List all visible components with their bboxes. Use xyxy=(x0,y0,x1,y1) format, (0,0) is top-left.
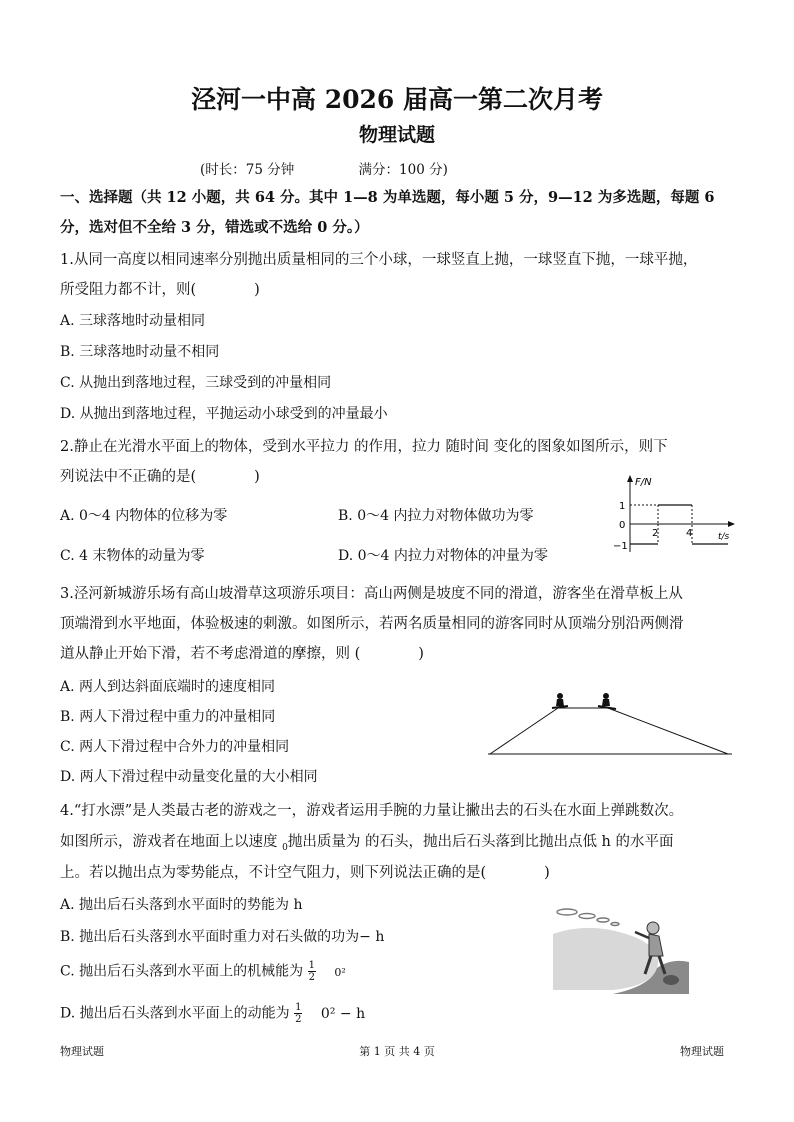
q4-option-a: A. 抛出后石头落到水平面时的势能为 h xyxy=(60,897,303,913)
graph-tick-x-2: 2 xyxy=(652,528,659,539)
q3-option-c: C. 两人下滑过程中合外力的冲量相同 xyxy=(60,739,290,755)
skier-left-icon xyxy=(552,693,568,708)
q3-hill-slide-diagram xyxy=(480,688,740,760)
q4-option-d-fraction xyxy=(294,1002,302,1025)
fraction-denominator: 2 xyxy=(308,972,315,983)
graph-tick-x-4: 4 xyxy=(686,528,693,539)
section-heading-line1: 一、选择题（共 12 小题，共 64 分。其中 1—8 为单选题，每小题 5 分，9—12 为多选题，每题 6 xyxy=(60,189,715,206)
q1-stem-line1: 1.从同一高度以相同速率分别抛出质量相同的三个小球，一球竖直上抛，一球竖直下抛，一球平抛， xyxy=(60,252,698,268)
q3-option-a: A. 两人到达斜面底端时的速度相同 xyxy=(60,679,276,695)
fraction-numerator: 1 xyxy=(295,1002,302,1013)
q4-option-d-tail: 0² − h xyxy=(320,1005,366,1022)
exam-meta xyxy=(200,158,508,178)
q4-stem-line1: 4.“打水漂”是人类最古老的游戏之一，游戏者运用手腕的力量让撇出去的石头在水面上弹跳数次。 xyxy=(60,803,684,819)
graph-y-label: F/N xyxy=(635,477,652,488)
q4-stem-line2-part2: 抛出质量为 的石头，抛出后石头落到比抛出点低 h 的水平面 xyxy=(287,834,674,850)
section-heading-line2: 分，选对但不全给 3 分，错选或不选给 0 分。） xyxy=(60,219,369,236)
right-slope xyxy=(608,708,728,754)
q4-option-b: B. 抛出后石头落到水平面时重力对石头做的功为− h xyxy=(60,929,385,945)
q4-stem-line2 xyxy=(60,830,674,853)
graph-x-arrow xyxy=(728,521,735,527)
skier-right-icon xyxy=(598,693,616,709)
exam-subtitle: 物理试题 xyxy=(358,124,435,146)
graph-y-arrow xyxy=(627,475,633,482)
graph-tick-y-neg: −1 xyxy=(613,541,628,552)
graph-x-label: t/s xyxy=(718,532,730,542)
q1-option-a: A. 三球落地时动量相同 xyxy=(60,313,206,329)
q4-option-c-tail: 0² xyxy=(334,965,346,979)
graph-tick-y-pos: 1 xyxy=(619,501,626,512)
q2-option-a: A. 0～4 内物体的位移为零 xyxy=(60,508,228,524)
exam-title: 泾河一中高 2026 届高一第二次月考 xyxy=(191,85,603,114)
q2-stem-line2: 列说法中不正确的是( ) xyxy=(60,469,260,485)
q2-option-c: C. 4 末物体的动量为零 xyxy=(60,548,205,564)
fraction-denominator: 2 xyxy=(295,1014,302,1025)
stone-pile-icon xyxy=(663,975,679,985)
q3-option-d: D. 两人下滑过程中动量变化量的大小相同 xyxy=(60,769,318,785)
fraction-numerator: 1 xyxy=(308,960,315,971)
q4-option-c-fraction xyxy=(308,960,316,983)
q4-v0-subscript: 0 xyxy=(282,842,288,853)
footer-right: 物理试题 xyxy=(680,1045,724,1058)
footer-page-number: 第 1 页 共 4 页 xyxy=(359,1045,435,1058)
q3-stem-line3: 道从静止开始下滑，若不考虑滑道的摩擦，则 ( ) xyxy=(60,646,424,662)
q4-option-c xyxy=(60,960,346,983)
q1-option-d: D. 从抛出到落地过程，平抛运动小球受到的冲量最小 xyxy=(60,406,388,422)
q2-stem-line1: 2.静止在光滑水平面上的物体，受到水平拉力 的作用，拉力 随时间 变化的图象如图所示，则下 xyxy=(60,439,668,455)
graph-tick-y-zero: 0 xyxy=(619,520,626,531)
q4-option-d xyxy=(60,1002,365,1025)
q3-option-b: B. 两人下滑过程中重力的冲量相同 xyxy=(60,709,276,725)
q4-option-c-text: C. 抛出后石头落到水平面上的机械能为 xyxy=(60,963,304,980)
q2-force-time-graph xyxy=(610,472,740,562)
exam-duration: (时长：75 分钟 xyxy=(200,162,295,178)
q1-stem-line2: 所受阻力都不计，则( ) xyxy=(60,282,260,298)
q4-stone-skipping-illustration xyxy=(553,898,689,994)
q3-stem-line1: 3.泾河新城游乐场有高山坡滑草这项游乐项目：高山两侧是坡度不同的滑道，游客坐在滑草板上从 xyxy=(60,586,683,602)
q3-stem-line2: 顶端滑到水平地面，体验极速的刺激。如图所示，若两名质量相同的游客同时从顶端分别沿两侧滑 xyxy=(60,616,684,632)
q4-stem-line3: 上。若以抛出点为零势能点，不计空气阻力，则下列说法正确的是( ) xyxy=(60,865,550,881)
q4-option-d-text: D. 抛出后石头落到水平面上的动能为 xyxy=(60,1005,290,1022)
exam-fullscore: 满分：100 分) xyxy=(358,162,448,178)
left-slope xyxy=(490,708,558,754)
footer-left: 物理试题 xyxy=(60,1045,104,1058)
q2-option-d: D. 0～4 内拉力对物体的冲量为零 xyxy=(338,548,548,564)
q1-option-b: B. 三球落地时动量不相同 xyxy=(60,344,220,360)
q4-stem-line2-part1: 如图所示，游戏者在地面上以速度 xyxy=(60,834,283,850)
q1-option-c: C. 从抛出到落地过程，三球受到的冲量相同 xyxy=(60,375,332,391)
q2-option-b: B. 0～4 内拉力对物体做功为零 xyxy=(338,508,534,524)
